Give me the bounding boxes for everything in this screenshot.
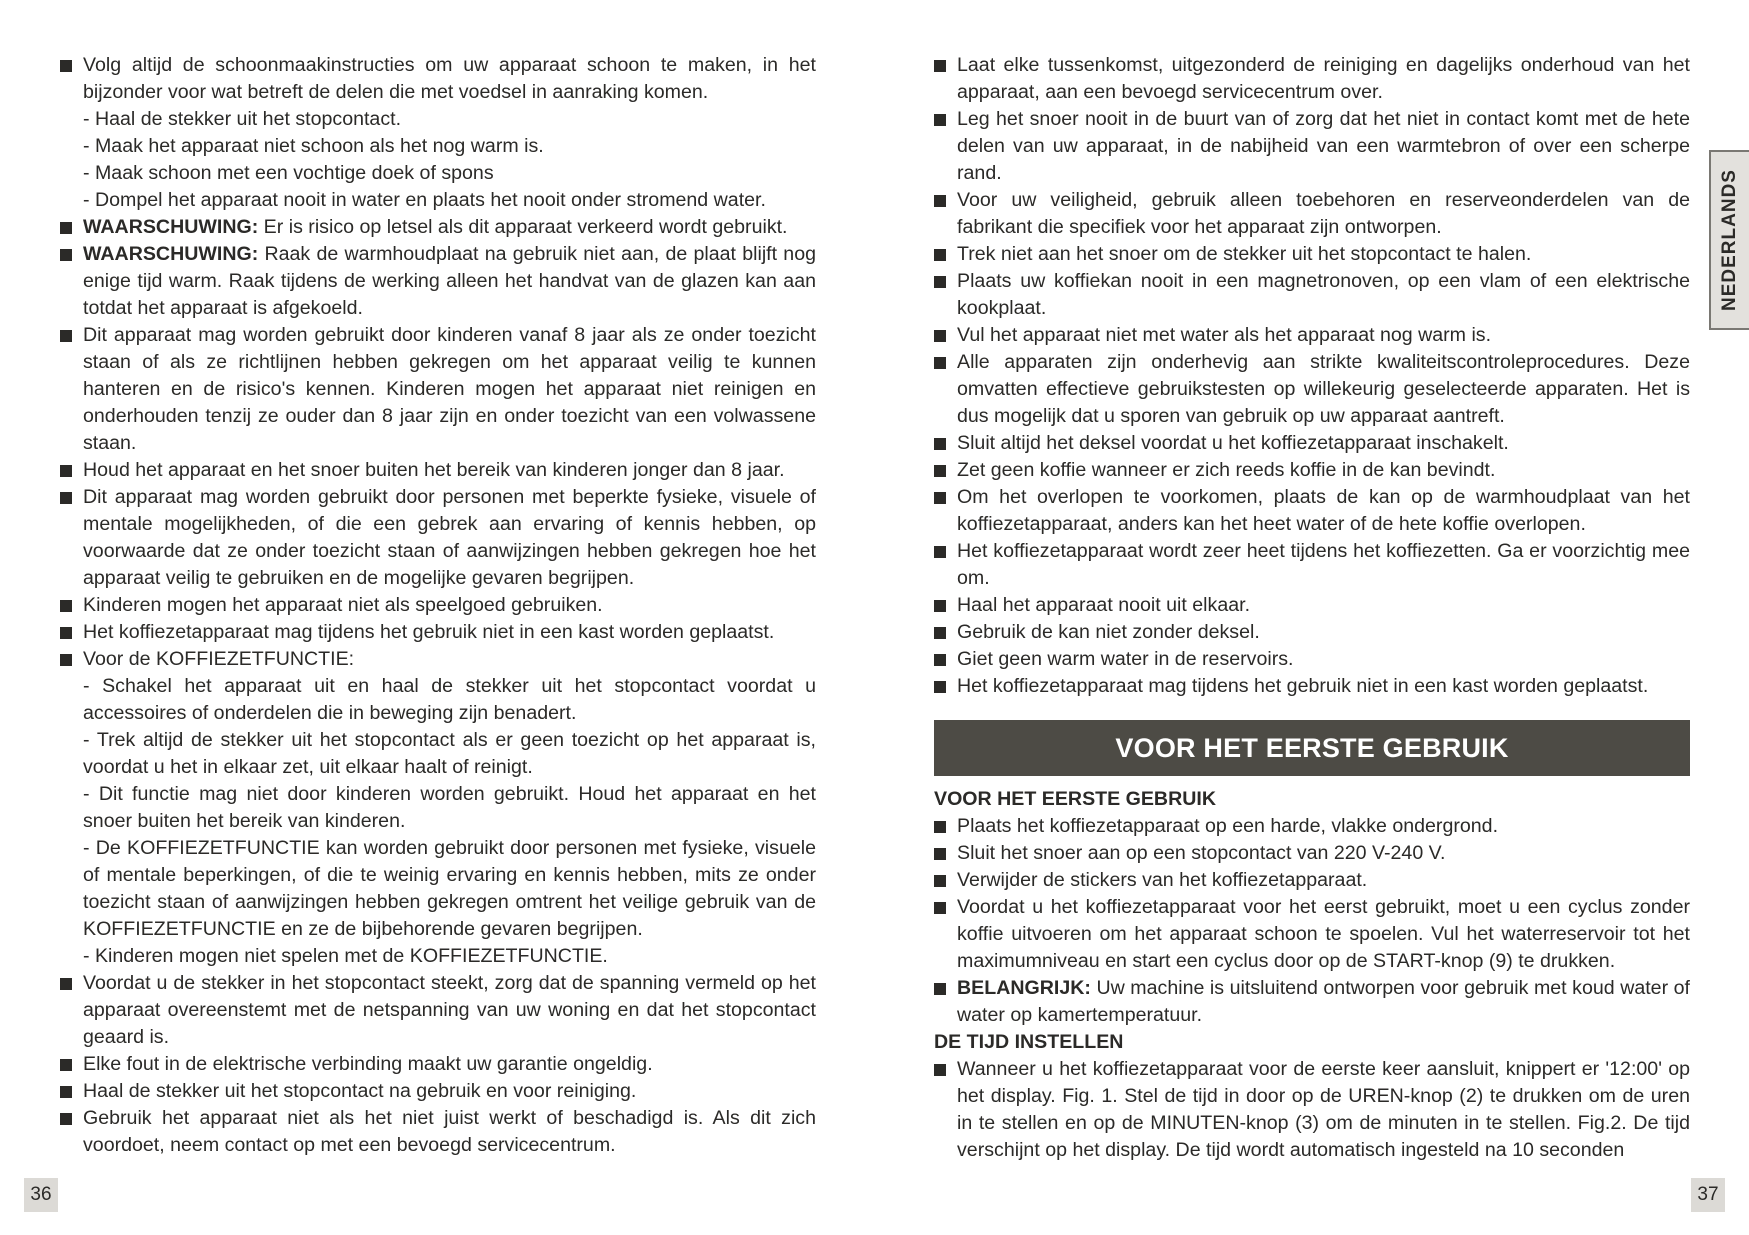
bullet-item: Gebruik de kan niet zonder deksel. — [934, 619, 1690, 646]
right-safety-list — [934, 52, 1690, 700]
bullet-item: Voordat u het koffiezetapparaat voor het eerst gebruikt, moet u een cyclus zonder koffie uitvoeren om het apparaat schoon te spoelen. Vul het waterreservoir tot het maximumniveau en start een cyclus door op de START-knop (9) te drukken. — [934, 894, 1690, 975]
sub-item: - Maak het apparaat niet schoon als het nog warm is. — [83, 135, 544, 157]
bullet-item: Elke fout in de elektrische verbinding maakt uw garantie ongeldig. — [60, 1051, 816, 1078]
bullet-item — [60, 241, 816, 322]
bullet-item — [934, 975, 1690, 1029]
bullet-item: Zet geen koffie wanneer er zich reeds koffie in de kan bevindt. — [934, 457, 1690, 484]
bullet-item: Het koffiezetapparaat mag tijdens het gebruik niet in een kast worden geplaatst. — [60, 619, 816, 646]
sub-item: - Kinderen mogen niet spelen met de KOFFIEZETFUNCTIE. — [83, 945, 608, 967]
sub-item: - Dit functie mag niet door kinderen worden gebruikt. Houd het apparaat en het snoer buiten het bereik van kinderen. — [83, 783, 816, 832]
bullet-item: Plaats het koffiezetapparaat op een harde, vlakke ondergrond. — [934, 813, 1690, 840]
page-number-left: 36 — [24, 1178, 58, 1212]
bullet-item: Plaats uw koffiekan nooit in een magnetronoven, op een vlam of een elektrische kookplaat. — [934, 268, 1690, 322]
bullet-item: Vul het apparaat niet met water als het apparaat nog warm is. — [934, 322, 1690, 349]
language-tab — [1709, 150, 1749, 330]
bullet-item: Sluit altijd het deksel voordat u het koffiezetapparaat inschakelt. — [934, 430, 1690, 457]
sub-item: - De KOFFIEZETFUNCTIE kan worden gebruikt door personen met fysieke, visuele of mentale beperkingen, of die te weinig ervaring en kennis hebben, mits ze onder toezicht staan of aanwijzingen hebben gekregen omtrent het veilige gebruik van de KOFFIEZETFUNCTIE en ze de bijbehorende gevaren begrijpen. — [83, 837, 816, 940]
bullet-item: Om het overlopen te voorkomen, plaats de kan op de warmhoudplaat van het koffiezetapparaat, anders kan het heet water of de hete koffie overlopen. — [934, 484, 1690, 538]
bullet-item: Leg het snoer nooit in de buurt van of zorg dat het niet in contact komt met de hete delen van uw apparaat, in de nabijheid van een warmtebron of over een scherpe rand. — [934, 106, 1690, 187]
bullet-text: Er is risico op letsel als dit apparaat verkeerd wordt gebruikt. — [258, 216, 788, 238]
bullet-item: Voordat u de stekker in het stopcontact steekt, zorg dat de spanning vermeld op het apparaat overeenstemt met de netspanning van uw woning en dat het stopcontact geaard is. — [60, 970, 816, 1051]
bullet-item: Houd het apparaat en het snoer buiten het bereik van kinderen jonger dan 8 jaar. — [60, 457, 816, 484]
bullet-item: Alle apparaten zijn onderhevig aan strikte kwaliteitscontroleprocedures. Deze omvatten effectieve gebruikstesten op willekeurig geselecteerde apparaten. Het is dus mogelijk dat u sporen van gebruik op uw apparaat aantreft. — [934, 349, 1690, 430]
language-tab-label: NEDERLANDS — [1719, 169, 1740, 311]
right-page-column — [934, 52, 1690, 1164]
set-time-list — [934, 1056, 1690, 1164]
section-banner: VOOR HET EERSTE GEBRUIK — [934, 720, 1690, 776]
bullet-item: Kinderen mogen het apparaat niet als speelgoed gebruiken. — [60, 592, 816, 619]
bullet-label: BELANGRIJK: — [957, 977, 1091, 999]
sub-item: - Dompel het apparaat nooit in water en plaats het nooit onder stromend water. — [83, 189, 766, 211]
bullet-text: Raak de warmhoudplaat na gebruik niet aan, de plaat blijft nog enige tijd warm. Raak tijdens de werking alleen het handvat van de glazen kan aan totdat het apparaat is afgekoeld. — [83, 243, 816, 319]
left-page-column — [60, 52, 816, 1159]
bullet-item: Voor de KOFFIEZETFUNCTIE: — [60, 646, 816, 673]
bullet-item: Dit apparaat mag worden gebruikt door personen met beperkte fysieke, visuele of mentale mogelijkheden, of die een gebrek aan ervaring of kennis hebben, op voorwaarde dat ze onder toezicht staan of aanwijzingen hebben gekregen hoe het apparaat veilig te gebruiken en de mogelijke gevaren begrijpen. — [60, 484, 816, 592]
bullet-item: Het koffiezetapparaat wordt zeer heet tijdens het koffiezetten. Ga er voorzichtig mee om. — [934, 538, 1690, 592]
sub-item: - Haal de stekker uit het stopcontact. — [83, 108, 402, 130]
bullet-item: Voor uw veiligheid, gebruik alleen toebehoren en reserveonderdelen van de fabrikant die specifiek voor het apparaat zijn ontworpen. — [934, 187, 1690, 241]
bullet-text: Uw machine is uitsluitend ontworpen voor gebruik met koud water of water op kamertemperatuur. — [957, 977, 1690, 1026]
bullet-item: Volg altijd de schoonmaakinstructies om uw apparaat schoon te maken, in het bijzonder voor wat betreft de delen die met voedsel in aanraking komen. — [60, 52, 816, 106]
page-number-right: 37 — [1691, 1178, 1725, 1212]
bullet-item: Gebruik het apparaat niet als het niet juist werkt of beschadigd is. Als dit zich voordoet, neem contact op met een bevoegd servicecentrum. — [60, 1105, 816, 1159]
bullet-label: WAARSCHUWING: — [83, 243, 259, 265]
bullet-item: Het koffiezetapparaat mag tijdens het gebruik niet in een kast worden geplaatst. — [934, 673, 1690, 700]
sub-item: - Trek altijd de stekker uit het stopcontact als er geen toezicht op het apparaat is, voordat u het in elkaar zet, uit elkaar haalt of reinigt. — [83, 729, 816, 778]
bullet-item: Sluit het snoer aan op een stopcontact van 220 V-240 V. — [934, 840, 1690, 867]
bullet-item: Laat elke tussenkomst, uitgezonderd de reiniging en dagelijks onderhoud van het apparaat, aan een bevoegd servicecentrum over. — [934, 52, 1690, 106]
bullet-item: Haal het apparaat nooit uit elkaar. — [934, 592, 1690, 619]
sub-item: - Schakel het apparaat uit en haal de stekker uit het stopcontact voordat u accessoires of onderdelen die in beweging zijn benadert. — [83, 675, 816, 724]
bullet-item: Dit apparaat mag worden gebruikt door kinderen vanaf 8 jaar als ze onder toezicht staan of als ze richtlijnen hebben gekregen om het apparaat veilig te kunnen hanteren en de risico's kennen. Kinderen mogen het apparaat niet reinigen en onderhouden tenzij ze ouder dan 8 jaar zijn en onder toezicht van een volwassene staan. — [60, 322, 816, 457]
bullet-item: Giet geen warm water in de reservoirs. — [934, 646, 1690, 673]
bullet-item: Wanneer u het koffiezetapparaat voor de eerste keer aansluit, knippert er '12:00' op het display. Fig. 1. Stel de tijd in door op de UREN-knop (2) te drukken om de uren in te stellen en op de MINUTEN-knop (3) om de minuten in te stellen. Fig.2. De tijd verschijnt op het display. De tijd wordt automatisch ingesteld na 10 seconden — [934, 1056, 1690, 1164]
bullet-item — [60, 214, 816, 241]
bullet-item: Trek niet aan het snoer om de stekker uit het stopcontact te halen. — [934, 241, 1690, 268]
section-heading-first-use: VOOR HET EERSTE GEBRUIK — [934, 788, 1216, 810]
bullet-label: WAARSCHUWING: — [83, 216, 259, 238]
sub-item: - Maak schoon met een vochtige doek of spons — [83, 162, 494, 184]
section-heading-set-time: DE TIJD INSTELLEN — [934, 1031, 1124, 1053]
first-use-list — [934, 813, 1690, 1029]
bullet-item: Haal de stekker uit het stopcontact na gebruik en voor reiniging. — [60, 1078, 816, 1105]
bullet-item: Verwijder de stickers van het koffiezetapparaat. — [934, 867, 1690, 894]
